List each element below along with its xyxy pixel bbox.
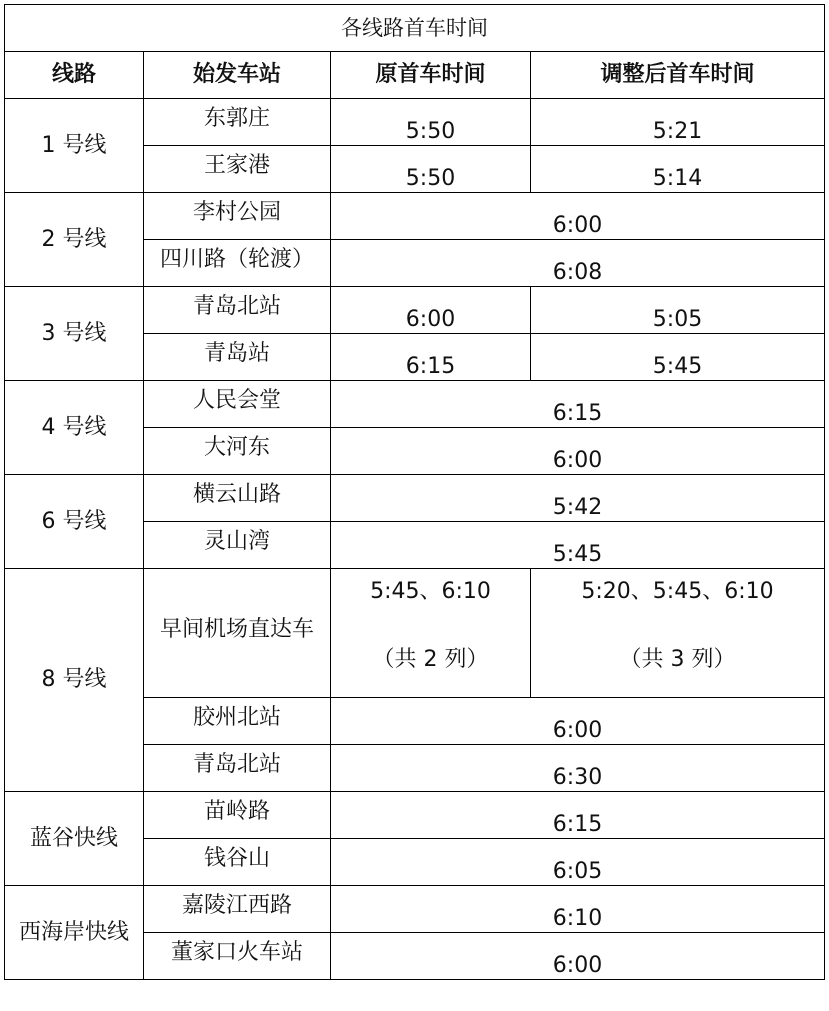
table-title: 各线路首车时间 bbox=[5, 5, 825, 52]
original-time: 5:50 bbox=[331, 99, 531, 146]
station-name: 四川路（轮渡） bbox=[144, 240, 331, 287]
station-name: 早间机场直达车 bbox=[144, 569, 331, 698]
adjusted-time bbox=[531, 569, 825, 698]
adjusted-time: 5:45 bbox=[531, 334, 825, 381]
first-train-time: 6:30 bbox=[331, 745, 825, 792]
original-times-list: 5:45、6:10 bbox=[370, 579, 491, 604]
table-row bbox=[5, 886, 825, 933]
header-line: 线路 bbox=[5, 52, 144, 99]
station-name: 大河东 bbox=[144, 428, 331, 475]
station-name: 青岛站 bbox=[144, 334, 331, 381]
first-train-time: 6:00 bbox=[331, 193, 825, 240]
station-name: 灵山湾 bbox=[144, 522, 331, 569]
header-origin-station: 始发车站 bbox=[144, 52, 331, 99]
adjusted-time: 5:21 bbox=[531, 99, 825, 146]
station-name: 胶州北站 bbox=[144, 698, 331, 745]
first-train-time: 6:05 bbox=[331, 839, 825, 886]
table-row bbox=[5, 569, 825, 698]
first-train-time: 6:00 bbox=[331, 933, 825, 980]
station-name: 横云山路 bbox=[144, 475, 331, 522]
table-row bbox=[5, 475, 825, 522]
station-name: 董家口火车站 bbox=[144, 933, 331, 980]
table-row bbox=[5, 287, 825, 334]
table-row bbox=[5, 381, 825, 428]
header-original-first-train: 原首车时间 bbox=[331, 52, 531, 99]
original-time bbox=[331, 569, 531, 698]
adjusted-time: 5:14 bbox=[531, 146, 825, 193]
adjusted-train-count: （共 3 列） bbox=[619, 647, 736, 672]
adjusted-time: 5:05 bbox=[531, 287, 825, 334]
first-train-time: 6:00 bbox=[331, 428, 825, 475]
line-name: 蓝谷快线 bbox=[5, 792, 144, 886]
table-row bbox=[5, 193, 825, 240]
first-train-time: 6:15 bbox=[331, 381, 825, 428]
station-name: 嘉陵江西路 bbox=[144, 886, 331, 933]
first-train-time: 6:08 bbox=[331, 240, 825, 287]
original-train-count: （共 2 列） bbox=[372, 647, 489, 672]
first-train-time: 6:15 bbox=[331, 792, 825, 839]
original-time: 5:50 bbox=[331, 146, 531, 193]
first-train-timetable bbox=[4, 4, 825, 980]
first-train-time: 6:10 bbox=[331, 886, 825, 933]
header-adjusted-first-train: 调整后首车时间 bbox=[531, 52, 825, 99]
line-name: 西海岸快线 bbox=[5, 886, 144, 980]
first-train-time: 5:42 bbox=[331, 475, 825, 522]
line-name: 6 号线 bbox=[5, 475, 144, 569]
adjusted-times-list: 5:20、5:45、6:10 bbox=[581, 579, 774, 604]
table-row bbox=[5, 792, 825, 839]
station-name: 东郭庄 bbox=[144, 99, 331, 146]
table-row bbox=[5, 99, 825, 146]
station-name: 钱谷山 bbox=[144, 839, 331, 886]
station-name: 王家港 bbox=[144, 146, 331, 193]
line-name: 8 号线 bbox=[5, 569, 144, 792]
station-name: 苗岭路 bbox=[144, 792, 331, 839]
station-name: 李村公园 bbox=[144, 193, 331, 240]
first-train-time: 5:45 bbox=[331, 522, 825, 569]
station-name: 青岛北站 bbox=[144, 287, 331, 334]
line-name: 1 号线 bbox=[5, 99, 144, 193]
line-name: 4 号线 bbox=[5, 381, 144, 475]
station-name: 青岛北站 bbox=[144, 745, 331, 792]
station-name: 人民会堂 bbox=[144, 381, 331, 428]
original-time: 6:15 bbox=[331, 334, 531, 381]
original-time: 6:00 bbox=[331, 287, 531, 334]
line-name: 3 号线 bbox=[5, 287, 144, 381]
first-train-time: 6:00 bbox=[331, 698, 825, 745]
line-name: 2 号线 bbox=[5, 193, 144, 287]
